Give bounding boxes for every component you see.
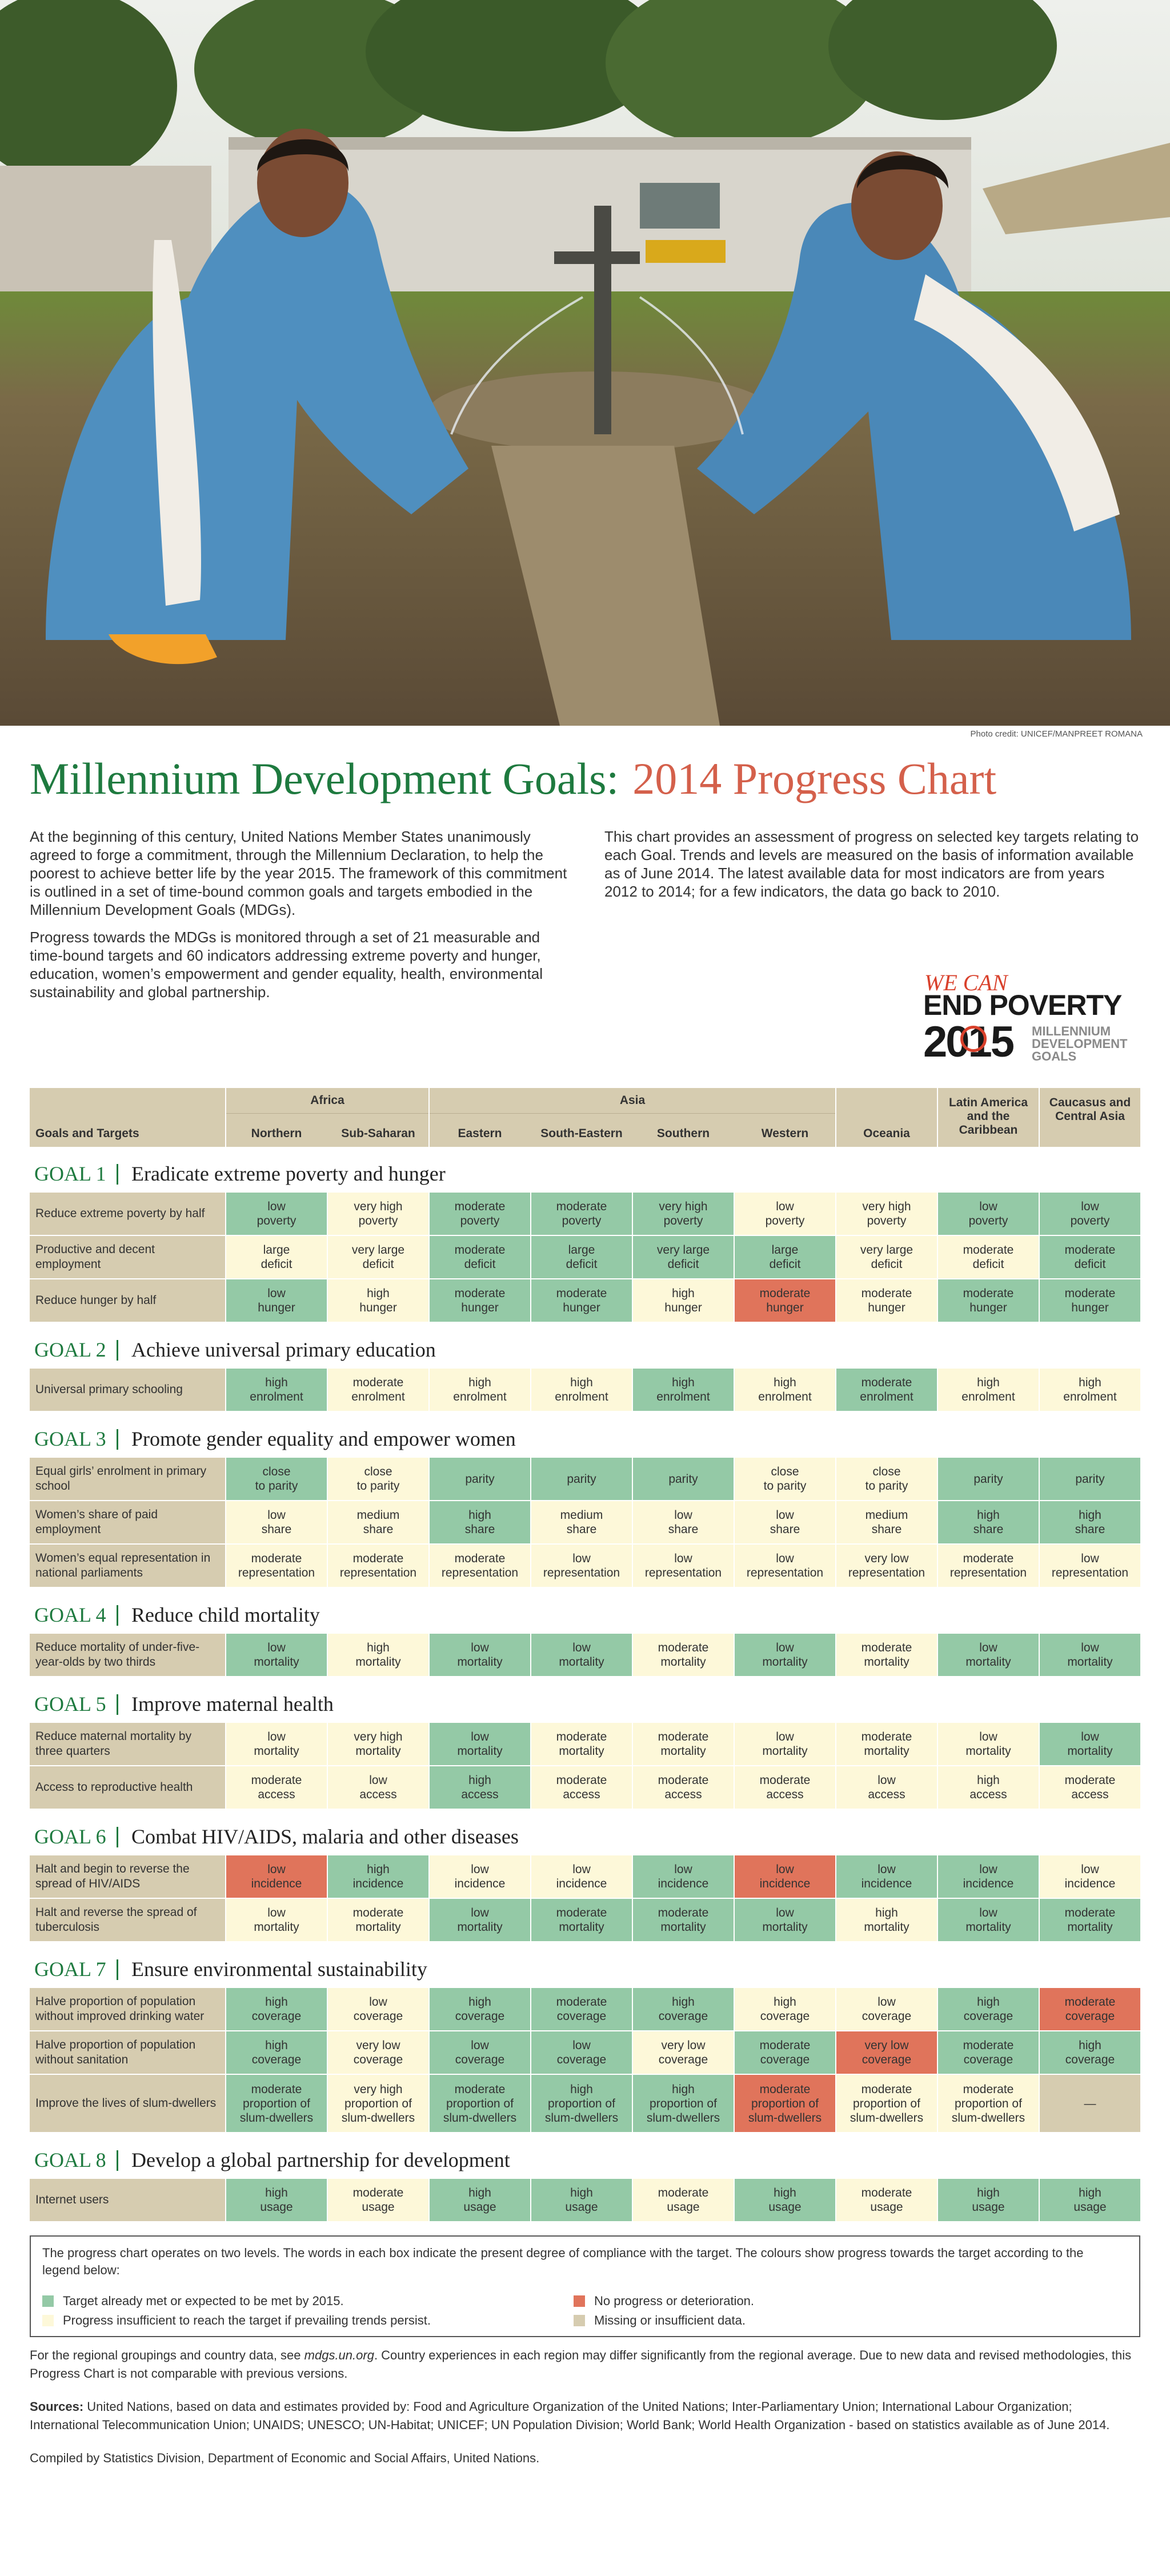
status-cell: moderate proportion of slum-dwellers [430,2075,530,2132]
table-row [30,1279,1140,1322]
target-label: Reduce mortality of under-five-year-olds by two thirds [30,1634,225,1676]
status-cell: moderate access [226,1766,327,1809]
table-row [30,1766,1140,1809]
status-cell: very large deficit [633,1236,734,1278]
legend-item-insufficient: Progress insufficient to reach the target if prevailing trends persist. [42,2313,431,2328]
status-cell: low representation [1040,1545,1140,1587]
status-cell: parity [1040,1458,1140,1500]
progress-table [30,1088,1140,2222]
status-cell: moderate representation [938,1545,1039,1587]
goal-number: GOAL 4 [34,1603,106,1626]
status-cell: moderate representation [226,1545,327,1587]
status-cell: high enrolment [1040,1369,1140,1411]
status-cell: low representation [633,1545,734,1587]
status-cell: low mortality [735,1634,835,1676]
status-cell: close to parity [328,1458,428,1500]
status-cell: high usage [938,2179,1039,2221]
status-cell: high enrolment [430,1369,530,1411]
status-cell: moderate access [531,1766,632,1809]
status-cell: moderate proportion of slum-dwellers [735,2075,835,2132]
status-cell: large deficit [226,1236,327,1278]
goal-name: Eradicate extreme poverty and hunger [131,1162,446,1185]
status-cell: moderate deficit [1040,1236,1140,1278]
status-cell: moderate coverage [938,2031,1039,2074]
status-cell: low coverage [836,1988,937,2030]
status-cell: high access [430,1766,530,1809]
goal-name: Ensure environmental sustainability [131,1958,427,1981]
target-label: Equal girls’ enrolment in primary school [30,1458,225,1500]
footer-compiled: Compiled by Statistics Division, Department of Economic and Social Affairs, United Nations. [30,2451,540,2465]
status-cell: high usage [531,2179,632,2221]
goal-number: GOAL 6 [34,1825,106,1848]
status-cell: high share [430,1501,530,1543]
status-cell: large deficit [735,1236,835,1278]
goal-number: GOAL 5 [34,1693,106,1715]
target-label: Productive and decent employment [30,1236,225,1278]
status-cell: parity [430,1458,530,1500]
status-cell: very low coverage [328,2031,428,2074]
goal-title [30,1323,1140,1369]
table-header [30,1088,1140,1147]
column-header: Northern [251,1127,302,1140]
legend-text: The progress chart operates on two levels. The words in each box indicate the present degree of compliance with the target. The colours show progress towards the target according to the legend below: [42,2246,1084,2277]
goal-name: Improve maternal health [131,1693,334,1715]
status-cell: medium share [531,1501,632,1543]
legend-swatch [574,2315,585,2326]
target-label: Reduce maternal mortality by three quarters [30,1723,225,1765]
status-cell: close to parity [226,1458,327,1500]
mdg-logo [919,971,1147,1069]
status-cell: parity [938,1458,1039,1500]
status-cell: high enrolment [531,1369,632,1411]
target-label: Improve the lives of slum-dwellers [30,2075,225,2132]
table-row [30,1501,1140,1543]
status-cell: moderate enrolment [836,1369,937,1411]
status-cell: high coverage [938,1988,1039,2030]
status-cell: very low coverage [633,2031,734,2074]
goal-title [30,2133,1140,2179]
status-cell: high coverage [735,1988,835,2030]
status-cell: very high mortality [328,1723,428,1765]
photo-credit: Photo credit: UNICEF/MANPREET ROMANA [970,729,1143,739]
status-cell: low mortality [735,1899,835,1941]
status-cell: low share [226,1501,327,1543]
table-row [30,1723,1140,1765]
status-cell: very low coverage [836,2031,937,2074]
target-label: Women’s equal representation in national parliaments [30,1545,225,1587]
intro-right [604,827,1141,910]
status-cell: moderate mortality [836,1723,937,1765]
status-cell: moderate deficit [938,1236,1039,1278]
column-header: Western [761,1127,809,1140]
status-cell: low mortality [938,1634,1039,1676]
corner-label: Goals and Targets [35,1127,139,1140]
table-row [30,1988,1140,2030]
status-cell: low incidence [633,1855,734,1898]
status-cell: low mortality [531,1634,632,1676]
status-cell: low incidence [226,1855,327,1898]
goal-number: GOAL 7 [34,1958,106,1981]
header-divider [937,1088,938,1147]
status-cell: medium share [836,1501,937,1543]
goals-container [30,1147,1140,2221]
status-cell: high coverage [226,2031,327,2074]
status-cell: high enrolment [735,1369,835,1411]
column-header: Sub-Saharan [341,1127,415,1140]
status-cell: low mortality [938,1899,1039,1941]
column-header: Caucasus and Central Asia [1049,1096,1131,1123]
logo-year: 2015 [923,1018,1013,1066]
status-cell: close to parity [735,1458,835,1500]
legend [30,2235,1140,2337]
status-cell: high mortality [836,1899,937,1941]
status-cell: moderate mortality [531,1723,632,1765]
header-divider [1039,1088,1040,1147]
status-cell: low mortality [430,1723,530,1765]
status-cell: parity [531,1458,632,1500]
status-cell: moderate deficit [430,1236,530,1278]
column-header: Latin America and the Caribbean [948,1096,1028,1137]
header-divider [428,1088,430,1147]
status-cell: low mortality [430,1899,530,1941]
target-label: Reduce hunger by half [30,1279,225,1322]
status-cell: low incidence [1040,1855,1140,1898]
goal-title [30,1810,1140,1855]
status-cell: high share [1040,1501,1140,1543]
status-cell: very high poverty [328,1193,428,1235]
goal-divider [117,1694,118,1715]
status-cell: moderate poverty [531,1193,632,1235]
page-title [30,753,996,805]
header-divider [835,1088,836,1147]
status-cell: moderate hunger [735,1279,835,1322]
goal-name: Achieve universal primary education [131,1338,436,1361]
logo-mdg-text: MILLENNIUM DEVELOPMENT GOALS [1032,1024,1128,1063]
status-cell: moderate proportion of slum-dwellers [836,2075,937,2132]
status-cell: very large deficit [836,1236,937,1278]
status-cell: moderate coverage [735,2031,835,2074]
status-cell: moderate mortality [633,1634,734,1676]
target-label: Reduce extreme poverty by half [30,1193,225,1235]
target-label: Women’s share of paid employment [30,1501,225,1543]
goal-number: GOAL 2 [34,1338,106,1361]
status-cell: low mortality [226,1899,327,1941]
status-cell: moderate usage [836,2179,937,2221]
status-cell: high proportion of slum-dwellers [633,2075,734,2132]
status-cell: moderate coverage [531,1988,632,2030]
status-cell: parity [633,1458,734,1500]
goal-divider [117,1429,118,1450]
goal-divider [117,1164,118,1185]
goal-title [30,1942,1140,1988]
status-cell: moderate hunger [938,1279,1039,1322]
status-cell: low poverty [1040,1193,1140,1235]
globe-icon [960,1026,987,1052]
status-cell: moderate mortality [836,1634,937,1676]
status-cell: moderate mortality [633,1899,734,1941]
status-cell: moderate proportion of slum-dwellers [938,2075,1039,2132]
status-cell: high usage [1040,2179,1140,2221]
goal-name: Combat HIV/AIDS, malaria and other diseases [131,1825,519,1848]
status-cell: high coverage [633,1988,734,2030]
table-row [30,1458,1140,1500]
legend-swatch [42,2315,54,2326]
status-cell: low share [633,1501,734,1543]
goal-divider [117,2150,118,2171]
status-cell: low coverage [531,2031,632,2074]
goal-divider [117,1827,118,1847]
target-label: Halve proportion of population without improved drinking water [30,1988,225,2030]
status-cell: low mortality [226,1723,327,1765]
status-cell: moderate mortality [633,1723,734,1765]
logo-we-can: WE CAN [924,970,1008,995]
status-cell: low mortality [1040,1634,1140,1676]
goal-divider [117,1340,118,1361]
intro-paragraph: At the beginning of this century, United Nations Member States unanimously agreed to forge a commitment, through the Millennium Declaration, to help the poorest to achieve better life by the year 2015. The framework of this commitment is outlined in a set of time-bound common goals and targets embodied in the Millennium Development Goals (MDGs). [30,828,567,918]
status-cell: high usage [226,2179,327,2221]
target-label: Access to reproductive health [30,1766,225,1809]
status-cell: very low representation [836,1545,937,1587]
goal-divider [117,1959,118,1980]
status-cell: — [1040,2075,1140,2132]
status-cell: moderate mortality [1040,1899,1140,1941]
status-cell: moderate representation [430,1545,530,1587]
goal-name: Promote gender equality and empower women [131,1427,516,1450]
column-header: South-Eastern [540,1127,623,1140]
status-cell: high proportion of slum-dwellers [531,2075,632,2132]
logo-end-poverty: END POVERTY [923,989,1122,1021]
goal-title [30,1147,1140,1193]
status-cell: low incidence [938,1855,1039,1898]
legend-swatch [42,2295,54,2307]
status-cell: high usage [735,2179,835,2221]
status-cell: low mortality [938,1723,1039,1765]
status-cell: low poverty [938,1193,1039,1235]
legend-item-missing: Missing or insufficient data. [574,2313,746,2328]
target-label: Halt and reverse the spread of tuberculosis [30,1899,225,1941]
target-label: Halve proportion of population without sanitation [30,2031,225,2074]
status-cell: high coverage [226,1988,327,2030]
status-cell: high enrolment [633,1369,734,1411]
sources-label: Sources: [30,2399,84,2414]
table-row [30,2075,1140,2132]
status-cell: moderate representation [328,1545,428,1587]
column-header: Oceania [863,1127,910,1140]
goal-title [30,1677,1140,1723]
status-cell: moderate access [735,1766,835,1809]
status-cell: moderate access [633,1766,734,1809]
status-cell: moderate hunger [430,1279,530,1322]
status-cell: high enrolment [938,1369,1039,1411]
status-cell: low hunger [226,1279,327,1322]
intro-paragraph: Progress towards the MDGs is monitored through a set of 21 measurable and time-bound targets and 60 indicators addressing extreme poverty and hunger, education, women’s empowerment and gender equality, health, environmental sustainability and global partnership. [30,929,543,1001]
goal-number: GOAL 3 [34,1427,106,1450]
status-cell: moderate hunger [1040,1279,1140,1322]
status-cell: very high poverty [836,1193,937,1235]
target-label: Internet users [30,2179,225,2221]
goal-number: GOAL 8 [34,2149,106,2171]
hero-photo [0,0,1170,726]
table-row [30,1369,1140,1411]
table-row [30,1236,1140,1278]
status-cell: very high proportion of slum-dwellers [328,2075,428,2132]
legend-swatch [574,2295,585,2307]
status-cell: low share [735,1501,835,1543]
header-divider [225,1088,226,1147]
legend-item-no-progress: No progress or deterioration. [574,2294,754,2309]
intro-paragraph: This chart provides an assessment of progress on selected key targets relating to each Goal. Trends and levels are measured on the basis of information available as of June 2014. The latest available data for most indicators are from years 2012 to 2014; for a few indicators, the data go back to 2010. [604,828,1139,900]
goal-number: GOAL 1 [34,1162,106,1185]
status-cell: low incidence [836,1855,937,1898]
status-cell: low poverty [226,1193,327,1235]
group-africa: Africa [226,1094,428,1114]
column-header: Southern [656,1127,710,1140]
footer-note: For the regional groupings and country data, see mdgs.un.org. Country experiences in each region may differ significantly from the regional average. Due to new data and revised methodologies, this Progress Chart is not comparable with previous versions. [30,2348,1132,2381]
status-cell: high incidence [328,1855,428,1898]
status-cell: low incidence [430,1855,530,1898]
group-asia: Asia [430,1094,835,1114]
status-cell: moderate proportion of slum-dwellers [226,2075,327,2132]
status-cell: very high poverty [633,1193,734,1235]
status-cell: moderate usage [328,2179,428,2221]
footer-sources: Sources: United Nations, based on data and estimates provided by: Food and Agriculture Organization of the United Nations; Inter-Parliamentary Union; International Labour Organization; International Telecommunication Union; UNAIDS; UNESCO; UN-Habitat; UNICEF; UN Population Division; World Bank; World Health Organization - based on statistics available as of June 2014. [30,2399,1110,2432]
table-row [30,1899,1140,1941]
status-cell: moderate poverty [430,1193,530,1235]
status-cell: low representation [531,1545,632,1587]
table-row [30,2031,1140,2074]
goal-name: Develop a global partnership for development [131,2149,510,2171]
status-cell: high hunger [633,1279,734,1322]
status-cell: low access [836,1766,937,1809]
status-cell: moderate hunger [531,1279,632,1322]
mdg-website-link[interactable]: mdgs.un.org [304,2348,374,2362]
status-cell: low coverage [430,2031,530,2074]
status-cell: low poverty [735,1193,835,1235]
title-part-1: Millennium Development Goals: [30,754,619,803]
status-cell: very large deficit [328,1236,428,1278]
table-row [30,1193,1140,1235]
status-cell: close to parity [836,1458,937,1500]
status-cell: moderate coverage [1040,1988,1140,2030]
status-cell: moderate mortality [328,1899,428,1941]
legend-item-met: Target already met or expected to be met by 2015. [42,2294,344,2309]
table-row [30,1855,1140,1898]
status-cell: high coverage [1040,2031,1140,2074]
table-row [30,1545,1140,1587]
column-header: Eastern [458,1127,502,1140]
status-cell: low coverage [328,1988,428,2030]
status-cell: low mortality [430,1634,530,1676]
status-cell: high hunger [328,1279,428,1322]
status-cell: low incidence [531,1855,632,1898]
target-label: Universal primary schooling [30,1369,225,1411]
status-cell: large deficit [531,1236,632,1278]
status-cell: low incidence [735,1855,835,1898]
goal-divider [117,1605,118,1626]
status-cell: high share [938,1501,1039,1543]
status-cell: high usage [430,2179,530,2221]
intro-left [30,827,570,1010]
table-row [30,2179,1140,2221]
photo-illustration [0,0,1170,726]
status-cell: low access [328,1766,428,1809]
status-cell: low mortality [226,1634,327,1676]
status-cell: moderate enrolment [328,1369,428,1411]
title-part-2: 2014 Progress Chart [632,754,997,803]
status-cell: high coverage [430,1988,530,2030]
status-cell: high access [938,1766,1039,1809]
status-cell: moderate mortality [531,1899,632,1941]
target-label: Halt and begin to reverse the spread of HIV/AIDS [30,1855,225,1898]
table-row [30,1634,1140,1676]
goal-title [30,1412,1140,1458]
status-cell: moderate usage [633,2179,734,2221]
goal-name: Reduce child mortality [131,1603,320,1626]
status-cell: moderate access [1040,1766,1140,1809]
goal-title [30,1588,1140,1634]
status-cell: moderate hunger [836,1279,937,1322]
status-cell: low mortality [735,1723,835,1765]
status-cell: high mortality [328,1634,428,1676]
status-cell: high enrolment [226,1369,327,1411]
status-cell: medium share [328,1501,428,1543]
status-cell: low representation [735,1545,835,1587]
status-cell: low mortality [1040,1723,1140,1765]
